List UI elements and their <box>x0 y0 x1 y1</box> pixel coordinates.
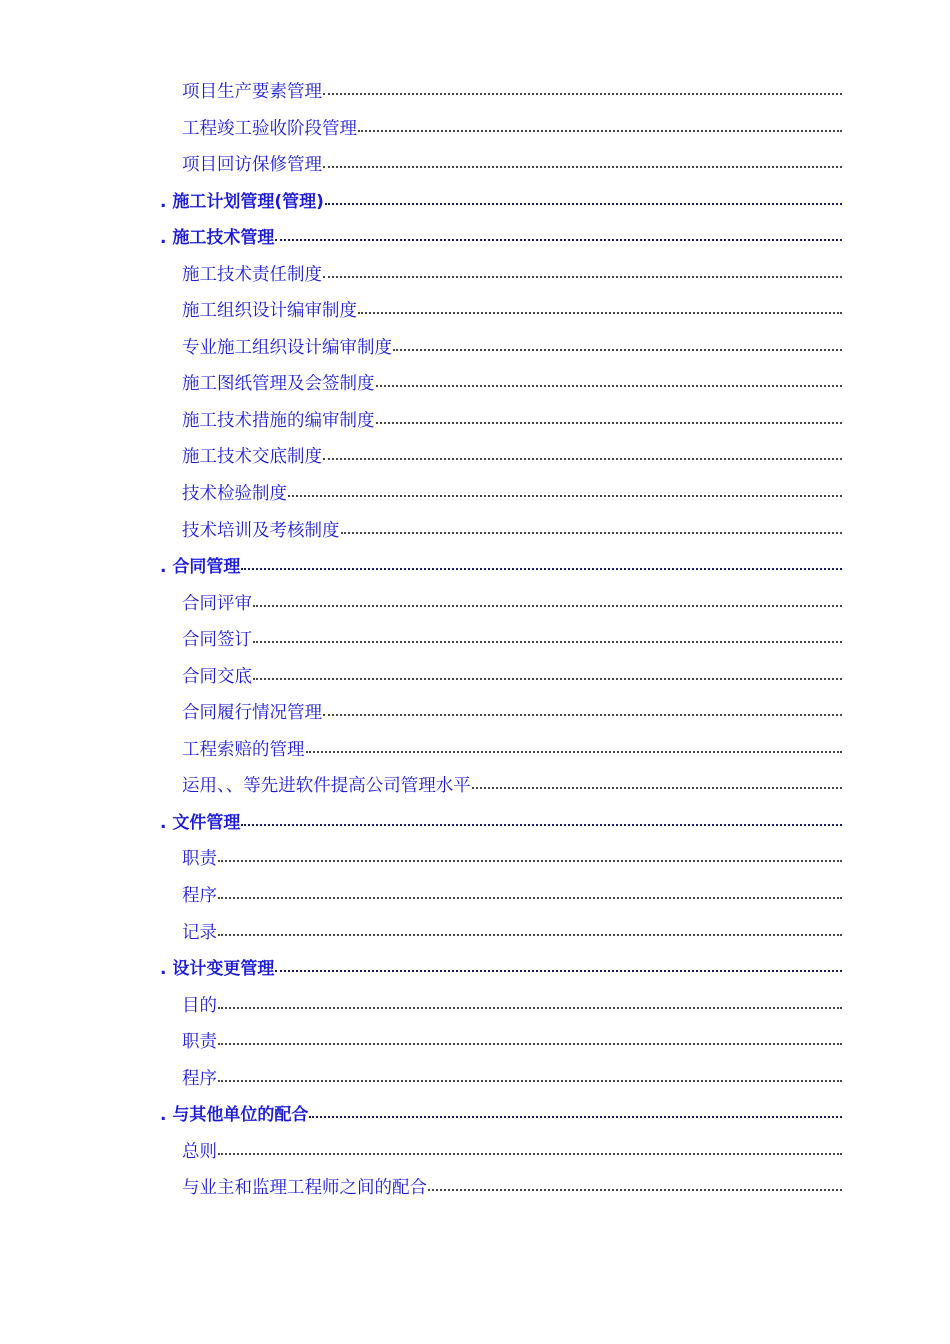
toc-entry[interactable] <box>160 878 842 915</box>
toc-entry-title[interactable]: 专业施工组织设计编审制度 <box>182 337 392 358</box>
toc-entry[interactable] <box>160 1024 842 1061</box>
toc-entry-title[interactable]: 项目生产要素管理 <box>182 82 322 102</box>
toc-leader-dots <box>218 859 842 862</box>
toc-leader-dots <box>323 165 842 168</box>
toc-leader-dots <box>341 531 843 534</box>
toc-entry[interactable] <box>160 330 842 367</box>
toc-leader-dots <box>323 275 842 278</box>
toc-entry-title[interactable]: 施工技术措施的编审制度 <box>182 410 375 431</box>
toc-entry[interactable] <box>160 513 842 550</box>
toc-section-entry[interactable] <box>160 1097 842 1134</box>
toc-section-entry[interactable] <box>160 184 842 221</box>
toc-entry[interactable] <box>160 147 842 184</box>
table-of-contents <box>160 74 842 1207</box>
toc-entry-title[interactable]: 施工技术交底制度 <box>182 447 322 468</box>
toc-entry[interactable] <box>160 293 842 330</box>
toc-section-entry[interactable] <box>160 951 842 988</box>
toc-section-title[interactable]: . 与其他单位的配合 <box>160 1105 309 1126</box>
toc-entry[interactable] <box>160 659 842 696</box>
toc-entry[interactable] <box>160 111 842 148</box>
toc-entry-title[interactable]: 合同签订 <box>182 630 252 651</box>
toc-entry-title[interactable]: 职责 <box>182 1032 217 1053</box>
toc-entry-title[interactable]: 目的 <box>182 995 217 1016</box>
toc-leader-dots <box>218 933 842 936</box>
toc-entry-title[interactable]: 与业主和监理工程师之间的配合 <box>182 1178 427 1199</box>
toc-entry-title[interactable]: 程序 <box>182 1068 217 1089</box>
toc-leader-dots <box>275 969 842 972</box>
toc-leader-dots <box>218 896 842 899</box>
toc-leader-dots <box>288 494 842 497</box>
toc-leader-dots <box>275 238 842 241</box>
toc-entry[interactable] <box>160 366 842 403</box>
toc-section-title[interactable]: . 文件管理 <box>160 812 241 833</box>
toc-leader-dots <box>309 1115 842 1118</box>
toc-leader-dots <box>218 1152 842 1155</box>
toc-entry-title[interactable]: 职责 <box>182 849 217 870</box>
toc-leader-dots <box>393 348 842 351</box>
toc-entry-title[interactable]: 工程索赔的管理 <box>182 739 305 760</box>
toc-section-entry[interactable] <box>160 549 842 586</box>
toc-entry[interactable] <box>160 732 842 769</box>
toc-entry[interactable] <box>160 74 842 111</box>
toc-leader-dots <box>218 1042 842 1045</box>
toc-leader-dots <box>253 604 842 607</box>
toc-entry-title[interactable]: 运用、、等先进软件提高公司管理水平 <box>182 776 471 797</box>
toc-entry-title[interactable]: 技术检验制度 <box>182 484 287 505</box>
toc-leader-dots <box>376 384 843 387</box>
toc-leader-dots <box>472 786 842 789</box>
toc-leader-dots <box>323 457 842 460</box>
toc-entry[interactable] <box>160 695 842 732</box>
toc-section-title[interactable]: . 施工技术管理 <box>160 228 275 249</box>
toc-leader-dots <box>325 202 842 205</box>
toc-leader-dots <box>241 823 842 826</box>
toc-entry-title[interactable]: 合同履行情况管理 <box>182 703 322 724</box>
toc-leader-dots <box>323 713 842 716</box>
toc-entry[interactable] <box>160 768 842 805</box>
toc-entry[interactable] <box>160 1170 842 1207</box>
toc-leader-dots <box>218 1006 842 1009</box>
toc-entry[interactable] <box>160 841 842 878</box>
toc-entry-title[interactable]: 程序 <box>182 886 217 907</box>
toc-entry-title[interactable]: 工程竣工验收阶段管理 <box>182 118 357 139</box>
toc-leader-dots <box>376 421 843 424</box>
toc-entry-title[interactable]: 合同交底 <box>182 666 252 687</box>
toc-entry-title[interactable]: 记录 <box>182 922 217 943</box>
toc-entry-title[interactable]: 项目回访保修管理 <box>182 155 322 176</box>
toc-leader-dots <box>323 92 842 95</box>
toc-leader-dots <box>253 640 842 643</box>
toc-leader-dots <box>358 311 842 314</box>
toc-leader-dots <box>306 750 843 753</box>
toc-leader-dots <box>253 677 842 680</box>
toc-entry[interactable] <box>160 257 842 294</box>
toc-entry-title[interactable]: 施工组织设计编审制度 <box>182 301 357 322</box>
toc-leader-dots <box>241 567 842 570</box>
toc-section-title[interactable]: . 设计变更管理 <box>160 959 275 980</box>
toc-leader-dots <box>358 129 842 132</box>
toc-entry-title[interactable]: 总则 <box>182 1141 217 1162</box>
toc-entry-title[interactable]: 技术培训及考核制度 <box>182 520 340 541</box>
toc-entry-title[interactable]: 合同评审 <box>182 593 252 614</box>
toc-leader-dots <box>218 1079 842 1082</box>
toc-entry[interactable] <box>160 622 842 659</box>
toc-entry-title[interactable]: 施工图纸管理及会签制度 <box>182 374 375 395</box>
toc-section-title[interactable]: . 施工计划管理(管理) <box>160 191 324 212</box>
toc-section-entry[interactable] <box>160 220 842 257</box>
toc-entry-title[interactable]: 施工技术责任制度 <box>182 264 322 285</box>
toc-entry[interactable] <box>160 403 842 440</box>
toc-entry[interactable] <box>160 1134 842 1171</box>
toc-entry[interactable] <box>160 476 842 513</box>
toc-section-title[interactable]: . 合同管理 <box>160 557 241 578</box>
toc-entry[interactable] <box>160 586 842 623</box>
toc-entry[interactable] <box>160 915 842 952</box>
toc-entry[interactable] <box>160 1061 842 1098</box>
toc-entry[interactable] <box>160 439 842 476</box>
toc-section-entry[interactable] <box>160 805 842 842</box>
toc-leader-dots <box>428 1188 842 1191</box>
toc-entry[interactable] <box>160 988 842 1025</box>
